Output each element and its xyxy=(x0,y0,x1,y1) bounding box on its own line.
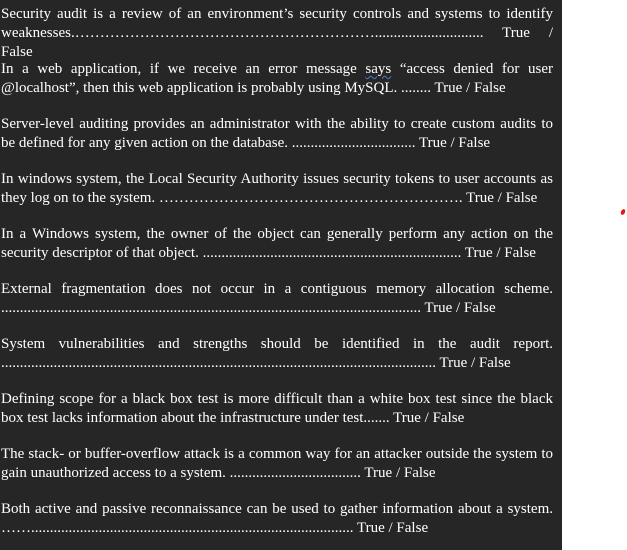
question-6 xyxy=(1,280,553,318)
question-text: System vulnerabilities and strengths should be identified in the audit report. .................................................................................................................... True / False xyxy=(1,336,553,371)
spellcheck-flagged-word[interactable]: says xyxy=(365,61,392,77)
question-text: Defining scope for a black box test is more difficult than a white box test since the black box test lacks information about the infrastructure under test....... True / False xyxy=(1,391,553,426)
question-7 xyxy=(1,335,553,373)
question-text: In a Windows system, the owner of the object can generally perform any action on the security descriptor of that object. ..................................................................... True / False xyxy=(1,226,553,261)
question-8 xyxy=(1,390,553,428)
question-text: Server-level auditing provides an administrator with the ability to create custom audits to be defined for any given action on the database. ................................. True / False xyxy=(1,116,553,151)
question-5 xyxy=(1,225,553,263)
question-9 xyxy=(1,445,553,483)
question-text: External fragmentation does not occur in a contiguous memory allocation scheme. ................................................................................................................ True / False xyxy=(1,281,553,316)
question-10 xyxy=(1,500,553,538)
question-text-after: “access denied for user @localhost”, then this web application is probably using MySQL. ........ True / False xyxy=(1,61,553,96)
question-text: In windows system, the Local Security Authority issues security tokens to user accounts as they log on to the system. ……………………………………………………. True / False xyxy=(1,171,553,206)
question-text: The stack- or buffer-overflow attack is a common way for an attacker outside the system to gain unauthorized access to a system. ................................... True / False xyxy=(1,446,553,481)
stray-red-mark xyxy=(620,208,626,215)
question-text-before: In a web application, if we receive an error message xyxy=(1,61,366,77)
question-text: Both active and passive reconnaissance can be used to gather information about a system. ……...................................................................................... True / False xyxy=(1,501,553,536)
question-4 xyxy=(1,170,553,208)
question-list xyxy=(1,5,553,538)
question-text: Security audit is a review of an environment’s security controls and systems to identify weaknesses.……………………………………………………............................. True / False xyxy=(1,6,553,60)
question-1 xyxy=(1,5,553,60)
question-3 xyxy=(1,115,553,153)
question-2 xyxy=(1,60,553,98)
